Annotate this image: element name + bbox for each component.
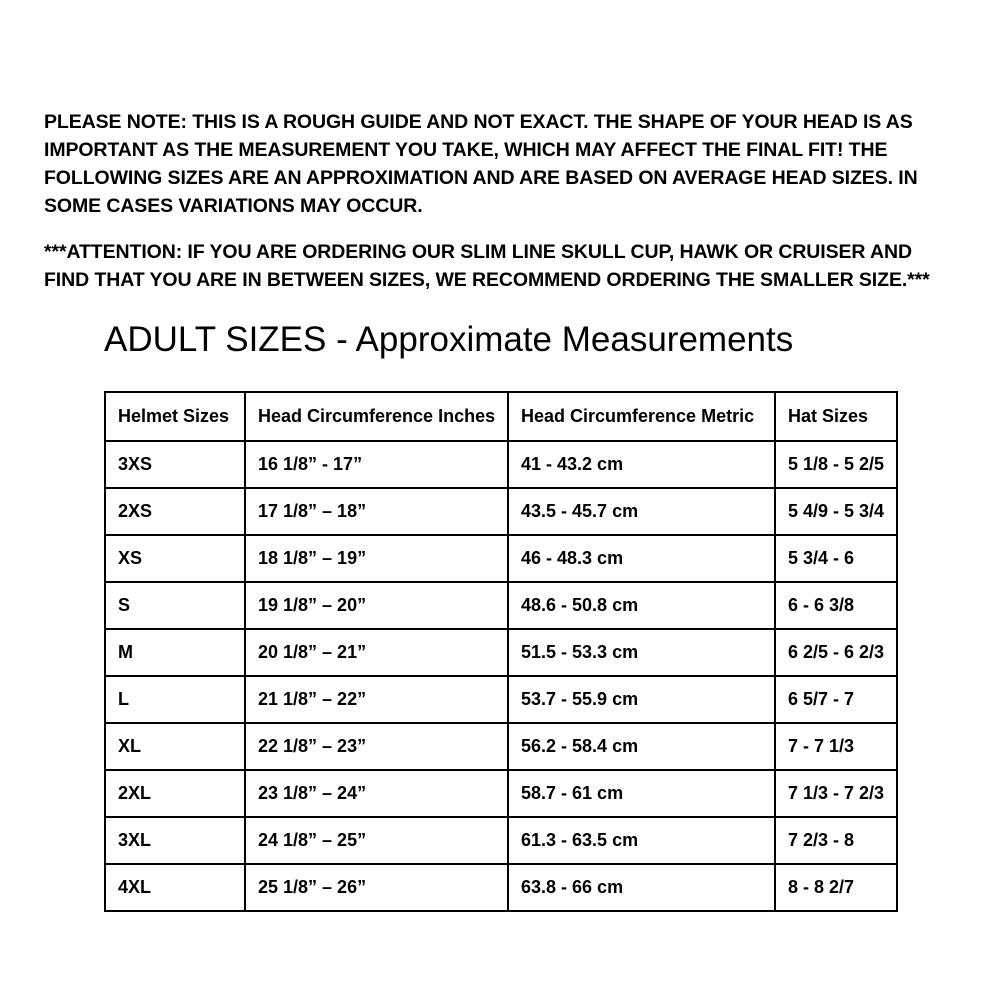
- table-row: [105, 629, 897, 676]
- cell-helmet-size: M: [105, 629, 245, 676]
- cell-helmet-size: L: [105, 676, 245, 723]
- cell-inches: 25 1/8” – 26”: [245, 864, 508, 911]
- cell-helmet-size: 2XL: [105, 770, 245, 817]
- cell-inches: 21 1/8” – 22”: [245, 676, 508, 723]
- table-row: [105, 582, 897, 629]
- table-row: [105, 864, 897, 911]
- note-paragraph-2: ***ATTENTION: IF YOU ARE ORDERING OUR SLIM LINE SKULL CUP, HAWK OR CRUISER AND FIND THAT YOU ARE IN BETWEEN SIZES, WE RECOMMEND ORDERING THE SMALLER SIZE.***: [44, 241, 930, 291]
- cell-hat-size: 6 - 6 3/8: [775, 582, 897, 629]
- cell-hat-size: 8 - 8 2/7: [775, 864, 897, 911]
- cell-hat-size: 5 3/4 - 6: [775, 535, 897, 582]
- table-row: [105, 676, 897, 723]
- note-paragraph-1: PLEASE NOTE: THIS IS A ROUGH GUIDE AND NOT EXACT. THE SHAPE OF YOUR HEAD IS AS IMPORTANT AS THE MEASUREMENT YOU TAKE, WHICH MAY AFFECT THE FINAL FIT! THE FOLLOWING SIZES ARE AN APPROXIMATION AND ARE BASED ON AVERAGE HEAD SIZES. IN SOME CASES VARIATIONS MAY OCCUR.: [44, 111, 918, 217]
- column-header-head-circumference-inches: Head Circumference Inches: [245, 392, 508, 441]
- cell-hat-size: 7 2/3 - 8: [775, 817, 897, 864]
- cell-hat-size: 5 4/9 - 5 3/4: [775, 488, 897, 535]
- cell-inches: 20 1/8” – 21”: [245, 629, 508, 676]
- cell-hat-size: 7 1/3 - 7 2/3: [775, 770, 897, 817]
- table-row: [105, 441, 897, 488]
- cell-helmet-size: 3XS: [105, 441, 245, 488]
- cell-metric: 48.6 - 50.8 cm: [508, 582, 775, 629]
- cell-inches: 22 1/8” – 23”: [245, 723, 508, 770]
- cell-hat-size: 5 1/8 - 5 2/5: [775, 441, 897, 488]
- cell-helmet-size: 4XL: [105, 864, 245, 911]
- column-header-helmet-sizes: Helmet Sizes: [105, 392, 245, 441]
- cell-metric: 63.8 - 66 cm: [508, 864, 775, 911]
- adult-sizes-table: [104, 391, 898, 912]
- cell-helmet-size: XL: [105, 723, 245, 770]
- cell-metric: 58.7 - 61 cm: [508, 770, 775, 817]
- notes-block: [44, 108, 956, 294]
- cell-inches: 18 1/8” – 19”: [245, 535, 508, 582]
- cell-helmet-size: XS: [105, 535, 245, 582]
- cell-inches: 17 1/8” – 18”: [245, 488, 508, 535]
- cell-metric: 61.3 - 63.5 cm: [508, 817, 775, 864]
- cell-inches: 19 1/8” – 20”: [245, 582, 508, 629]
- cell-helmet-size: 2XS: [105, 488, 245, 535]
- cell-helmet-size: 3XL: [105, 817, 245, 864]
- cell-metric: 43.5 - 45.7 cm: [508, 488, 775, 535]
- cell-inches: 23 1/8” – 24”: [245, 770, 508, 817]
- column-header-head-circumference-metric: Head Circumference Metric: [508, 392, 775, 441]
- cell-metric: 46 - 48.3 cm: [508, 535, 775, 582]
- cell-metric: 53.7 - 55.9 cm: [508, 676, 775, 723]
- table-row: [105, 770, 897, 817]
- cell-metric: 56.2 - 58.4 cm: [508, 723, 775, 770]
- page-title: ADULT SIZES - Approximate Measurements: [104, 320, 794, 359]
- cell-metric: 41 - 43.2 cm: [508, 441, 775, 488]
- cell-hat-size: 6 2/5 - 6 2/3: [775, 629, 897, 676]
- cell-helmet-size: S: [105, 582, 245, 629]
- cell-hat-size: 6 5/7 - 7: [775, 676, 897, 723]
- column-header-hat-sizes: Hat Sizes: [775, 392, 897, 441]
- table-header-row: [105, 392, 897, 441]
- table-row: [105, 723, 897, 770]
- table-row: [105, 488, 897, 535]
- cell-metric: 51.5 - 53.3 cm: [508, 629, 775, 676]
- cell-hat-size: 7 - 7 1/3: [775, 723, 897, 770]
- table-row: [105, 535, 897, 582]
- table-row: [105, 817, 897, 864]
- cell-inches: 16 1/8” - 17”: [245, 441, 508, 488]
- cell-inches: 24 1/8” – 25”: [245, 817, 508, 864]
